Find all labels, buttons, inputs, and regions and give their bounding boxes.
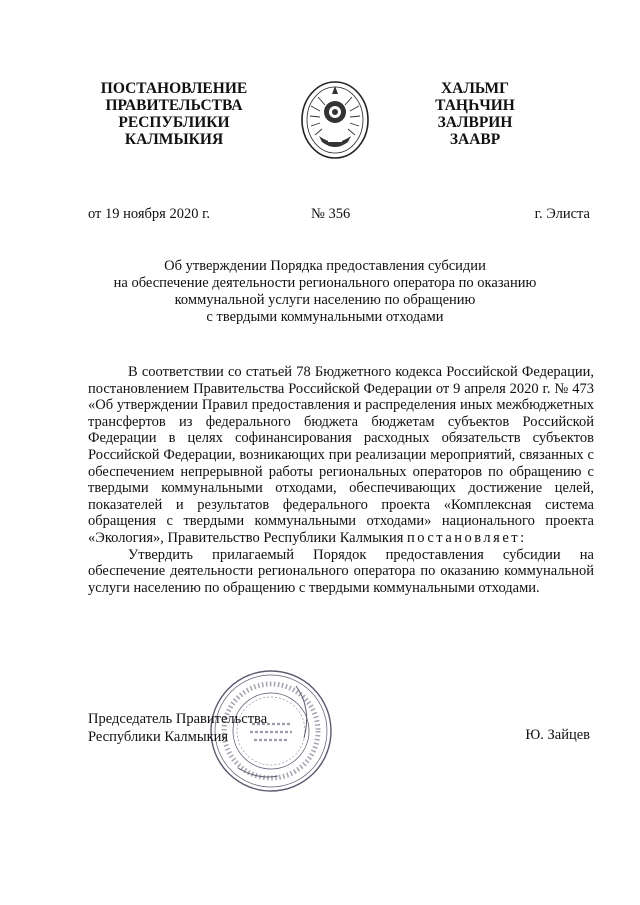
document-body: [88, 364, 594, 596]
header-right-line: ЗАЛВРИН: [437, 114, 513, 131]
resolves-keyword: постановляет:: [407, 529, 527, 546]
document-city: г. Элиста: [534, 206, 590, 222]
document-title: [100, 258, 550, 326]
document-number: № 356: [311, 206, 351, 222]
body-paragraph-2: Утвердить прилагаемый Порядок предоставления субсидии на обеспечение деятельности регионального оператора по оказанию коммунальной услуги населению по обращению с твердыми коммунальными отходами.: [88, 546, 594, 596]
header-left-line: ПРАВИТЕЛЬСТВА: [105, 97, 243, 114]
title-line: с твердыми коммунальными отходами: [206, 309, 444, 325]
kalmykia-coat-of-arms-icon: [298, 76, 372, 162]
preamble-text: В соответствии со статьей 78 Бюджетного кодекса Российской Федерации, постановлением Правительства Российской Федерации от 9 апреля 2020 г. № 473 «Об утверждении Правил предоставления и распределения иных межбюджетных трансфертов из федерального бюджета бюджетам субъектов Российской Федерации в целях софинансирования расходных обязательств субъектов Российской Федерации, возникающих при реализации мероприятий, связанных с обеспечением непрерывной работы региональных операторов по обращению с твердыми коммунальными отходами, обеспечивающих достижение целей, показателей и результатов федерального проекта «Комплексная система обращения с твердыми коммунальными отходами» национального проекта «Экология», Правительство Республики Калмыкия: [88, 364, 594, 546]
header-right-line: ЗААВР: [449, 131, 501, 148]
header-right-title: [420, 80, 530, 148]
signer-title-line: Республики Калмыкия: [88, 729, 229, 745]
header-left-line: КАЛМЫКИЯ: [124, 131, 224, 148]
header-left-line: РЕСПУБЛИКИ: [118, 114, 230, 131]
header-right-line: ТАҢҺЧИН: [435, 97, 515, 114]
title-line: коммунальной услуги населению по обращению: [174, 292, 476, 308]
header-left-title: [74, 80, 274, 148]
header-right-line: ХАЛЬМГ: [440, 80, 510, 97]
body-paragraph-1: [88, 364, 594, 547]
document-date: от 19 ноября 2020 г.: [88, 206, 211, 222]
title-line: на обеспечение деятельности регионального оператора по оказанию: [113, 275, 537, 291]
title-line: Об утверждении Порядка предоставления субсидии: [164, 258, 486, 274]
signer-title-line: Председатель Правительства: [88, 711, 268, 727]
signer-title: [88, 710, 267, 746]
signer-name: Ю. Зайцев: [525, 727, 590, 743]
header-left-line: ПОСТАНОВЛЕНИЕ: [100, 80, 248, 97]
